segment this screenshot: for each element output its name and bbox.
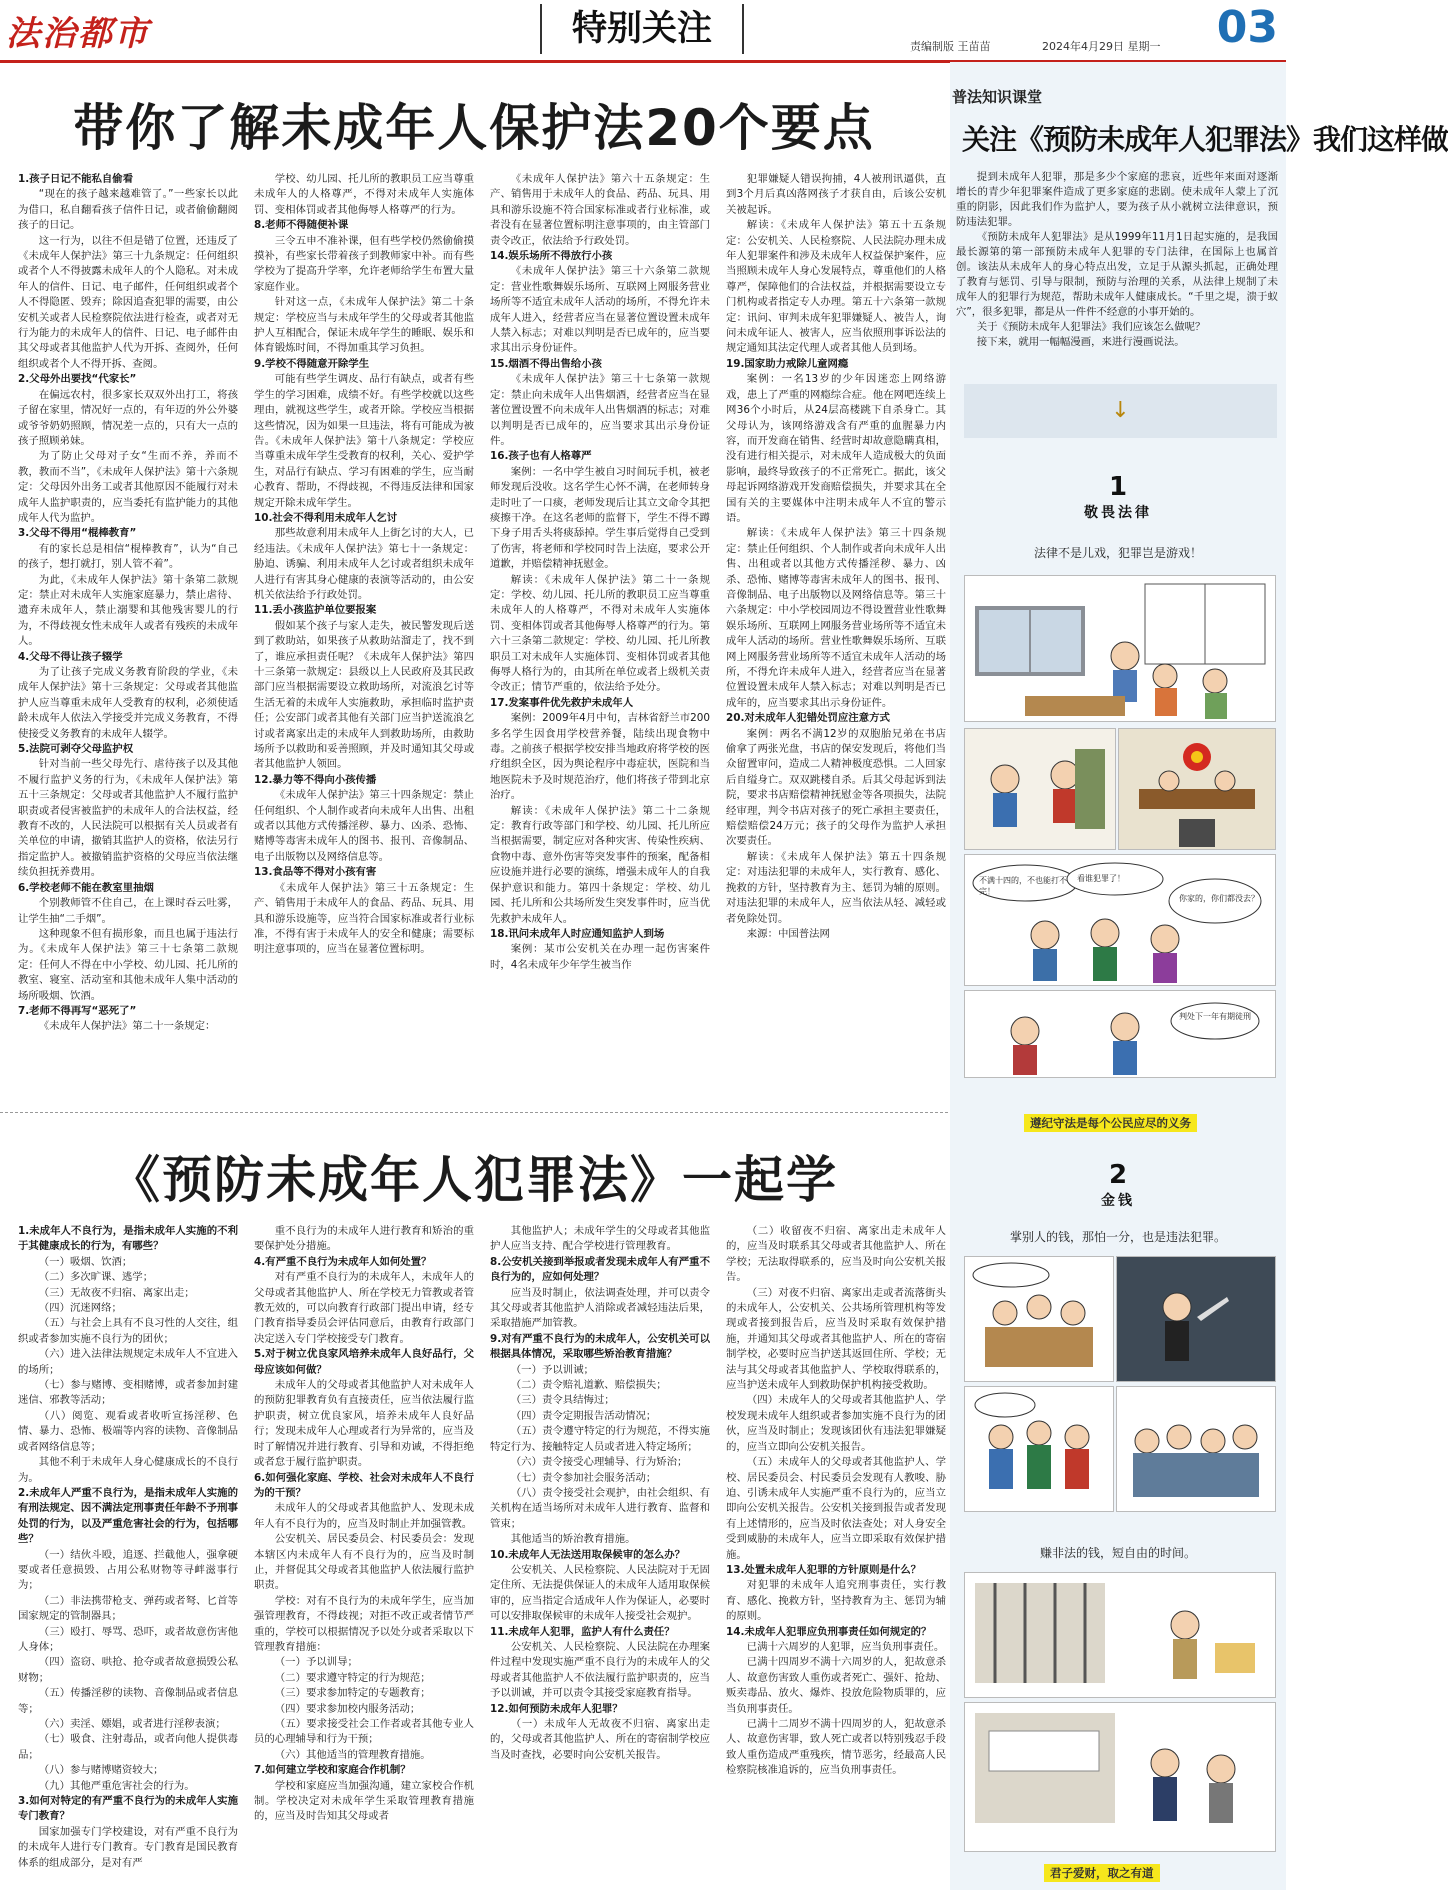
paragraph: （六）其他适当的管理教育措施。 xyxy=(274,1748,431,1761)
text-column xyxy=(18,1224,238,1886)
subheading: 9.学校不得随意开除学生 xyxy=(254,357,370,370)
subheading: 15.烟酒不得出售给小孩 xyxy=(490,357,602,370)
paragraph: （六）卖淫、嫖娼，或者进行淫秽表演； xyxy=(38,1718,226,1730)
paragraph: （五）责令遵守特定的行为规范，不得实施特定行为、接触特定人员或者进入特定场所； xyxy=(490,1425,710,1453)
paragraph: 针对当前一些父母先行、虐待孩子以及其他不履行监护义务的行为，《未成年人保护法》第五十三条规定：父母或者其他监护人不履行监护职责或者侵害被监护的未成年人的合法权益，经教育不改的，人民法院可以根据有关人员或者有关单位的申请，撤销其监护人的资格，依法另行指定监护人。被撤销监护资格的父母应当依法继续负担抚养费用。 xyxy=(18,758,238,879)
paragraph: （三）要求参加特定的专题教育； xyxy=(274,1687,431,1700)
paragraph: （二）责令赔礼道歉、赔偿损失； xyxy=(510,1379,667,1392)
comic-crowd-illustration xyxy=(1117,1387,1275,1511)
comic-prison-illustration xyxy=(965,1573,1275,1697)
subheading: 3.如何对特定的有严重不良行为的未成年人实施专门教育？ xyxy=(18,1795,238,1823)
paragraph: 《未成年人保护法》第三十六条第二款规定：营业性歌舞娱乐场所、互联网上网服务营业场所等不适宜未成年人活动的场所，不得允许未成年人进入，经营者应当在显著位置设置未成年人禁入标志；对难以判明是否已成年的，应当要求其出示身份证件。 xyxy=(490,265,710,355)
paragraph: （七）吸食、注射毒品，或者向他人提供毒品； xyxy=(18,1733,238,1761)
editor-credit: 责编制版 王苗苗 xyxy=(910,40,991,53)
paragraph: （三）殴打、辱骂、恐吓，或者故意伤害他人身体； xyxy=(18,1625,238,1653)
paragraph: 其他监护人；未成年学生的父母或者其他监护人应当支持、配合学校进行管理教育。 xyxy=(490,1225,710,1253)
subheading: 18.讯问未成年人时应通知监护人到场 xyxy=(490,927,665,940)
paragraph: 重不良行为的未成年人进行教育和矫治的重要保护处分措施。 xyxy=(254,1225,474,1253)
paragraph: 有的家长总是相信“棍棒教育”，认为“自己的孩子，想打就打，别人管不着”。 xyxy=(18,542,238,571)
paragraph: 未成年人的父母或者其他监护人对未成年人的预防犯罪教育负有直接责任，应当依法履行监护职责，树立优良家风，培养未成年人良好品行；发现未成年人心理或者行为异常的，应当及时了解情况并进行教育、引导和劝诫，不得拒绝或者怠于履行监护职责。 xyxy=(254,1379,474,1469)
paragraph: 在偏远农村，很多家长双双外出打工，将孩子留在家里，情况好一点的，有年迈的外公外婆或爷爷奶奶照顾，情况差一点的，只有大一点的孩子照顾弟妹。 xyxy=(18,388,238,447)
paragraph: （二）要求遵守特定的行为规范； xyxy=(274,1671,431,1684)
comic-bubble-1: 不满十四的，不也能打不完！ xyxy=(979,876,1067,896)
paragraph: （四）要求参加校内服务活动； xyxy=(274,1702,421,1715)
subheading: 19.国家助力戒除儿童网瘾 xyxy=(726,357,849,370)
paragraph: （五）传播淫秽的读物、音像制品或者信息等； xyxy=(18,1687,238,1715)
paragraph: 《未成年人保护法》第三十五条规定：生产、销售用于未成年人的食品、药品、玩具、用具和游乐设施等，应当符合国家标准或者行业标准，不得有害于未成年人的安全和健康；需要标明注意事项的，应当在显著位置标明。 xyxy=(254,881,474,956)
text-column xyxy=(254,1224,474,1886)
subheading: 3.父母不得用“棍棒教育” xyxy=(18,527,137,540)
paragraph: （八）责令接受社会观护，由社会组织、有关机构在适当场所对未成年人进行教育、监督和管束； xyxy=(490,1486,710,1530)
paragraph: 那些故意利用未成年人上街乞讨的大人，已经违法。《未成年人保护法》第七十一条规定：胁迫、诱骗、利用未成年人乞讨或者组织未成年人进行有害其身心健康的表演等活动的，由公安机关依法给予行政处罚。 xyxy=(254,527,474,601)
paragraph: 未成年人的父母或者其他监护人、发现未成年人有不良行为的，应当及时制止并加强管教。 xyxy=(254,1502,474,1530)
subheading: 12.如何预防未成年人犯罪？ xyxy=(490,1702,623,1715)
paragraph: 《未成年人保护法》第二十一条规定： xyxy=(38,1020,216,1033)
paragraph: 这种现象不但有损形象，而且也属于违法行为。《未成年人保护法》第三十七条第二款规定：任何人不得在中小学校、幼儿园、托儿所的教室、寝室、活动室和其他未成年人集中活动的场所吸烟、饮酒。 xyxy=(18,927,238,1002)
sidebar-intro xyxy=(956,170,1278,350)
text-column xyxy=(490,172,710,1082)
paragraph: 《未成年人保护法》第三十七条第一款规定：禁止向未成年人出售烟酒，经营者应当在显著位置设置不向未成年人出售烟酒的标志；对难以判明是否已成年的，应当要求其出示身份证件。 xyxy=(490,373,710,447)
paragraph: （一）予以训导； xyxy=(274,1656,358,1669)
paragraph: 《未成年人保护法》第六十五条规定：生产、销售用于未成年人的食品、药品、玩具、用具和游乐设施不符合国家标准或者行业标准，或者没有在显著位置标明注意事项的，由主管部门责令改正，依法给予行政处罚。 xyxy=(490,173,710,247)
subheading: 12.暴力等不得向小孩传播 xyxy=(254,773,377,786)
comic-panel-courtroom xyxy=(1118,728,1276,850)
arrow-box xyxy=(964,384,1277,438)
paragraph: （二）多次旷课、逃学； xyxy=(38,1271,154,1284)
paragraph: 公安机关、人民检察院、人民法院在办理案件过程中发现实施严重不良行为的未成年人的父母或者其他监护人不依法履行监护职责的，应当予以训诫，并可以责令其接受家庭教育指导。 xyxy=(490,1640,710,1700)
section2-caption-2: 赚非法的钱，短自由的时间。 xyxy=(1039,1546,1196,1560)
subheading: 14.娱乐场所不得放行小孩 xyxy=(490,250,613,263)
paragraph: （四）沉迷网络； xyxy=(38,1302,122,1315)
comic-panel-prison xyxy=(964,1572,1276,1698)
comic-panel-youths xyxy=(964,854,1276,986)
paragraph: 学校、幼儿园、托儿所的教职员工应当尊重未成年人的人格尊严，不得对未成年人实施体罚、变相体罚或者其他侮辱人格尊严的行为。 xyxy=(254,173,474,216)
comic-panel-dinner xyxy=(964,1256,1114,1382)
paragraph: （一）结伙斗殴，追逐、拦截他人，强拿硬要或者任意损毁、占用公私财物等寻衅滋事行为； xyxy=(18,1548,238,1592)
subheading: 17.发案事件优先救护未成年人 xyxy=(490,696,634,709)
paragraph: 对有严重不良行为的未成年人，未成年人的父母或者其他监护人、所在学校无力管教或者管教无效的，可以向教育行政部门提出申请，经专门教育指导委员会评估同意后，由教育行政部门决定送入专门学校接受专门教育。 xyxy=(254,1271,474,1345)
subheading: 10.未成年人无法送用取保候审的怎么办？ xyxy=(490,1548,686,1561)
paragraph: 《未成年人保护法》第三十四条规定：禁止任何组织、个人制作或者向未成年人出售、出租或者以其他方式传播淫秽、暴力、凶杀、恐怖、赌博等毒害未成年人的图书、报刊、音像制品、电子出版物以及网络信息等。 xyxy=(254,789,474,863)
section2-slogan: 君子爱财，取之有道 xyxy=(1044,1864,1160,1882)
subheading: 6.如何强化家庭、学校、社会对未成年人不良行为的干预？ xyxy=(254,1471,474,1499)
paragraph: 解读：《未成年人保护法》第二十二条规定：教育行政等部门和学校、幼儿园、托儿所应当根据需要，制定应对各种灾害、传染性疾病、食物中毒、意外伤害等突发事件的预案，配备相应设施并进行必要的演练，增强未成年人的自我保护意识和能力。第四十条规定：学校、幼儿园、托儿所和公共场所发生突发事件时，应当优先救护未成年人。 xyxy=(490,804,710,925)
comic-fight-illustration xyxy=(965,729,1115,849)
paragraph: （四）责令定期报告活动情况； xyxy=(510,1409,657,1422)
comic-panel-knife xyxy=(1116,1256,1276,1382)
comic-bubble-4: 判处下一年有期徒刑 xyxy=(1179,1012,1251,1021)
text-column xyxy=(726,1224,946,1886)
comic-bubble-2: 看谁犯罪了！ xyxy=(1077,874,1125,883)
text-column xyxy=(254,172,474,1082)
subheading: 6.学校老师不能在教室里抽烟 xyxy=(18,881,154,894)
issue-date: 2024年4月29日 星期一 xyxy=(1042,40,1161,53)
paragraph: （四）盗窃、哄抢、抢夺或者故意损毁公私财物； xyxy=(18,1656,238,1684)
paragraph: （七）参与赌博、变相赌博，或者参加封建迷信、邪教等活动； xyxy=(18,1379,238,1407)
paragraph: （八）参与赌博赌资较大； xyxy=(38,1764,164,1777)
comic-arrest-illustration xyxy=(965,1703,1275,1851)
paragraph: 解读：《未成年人保护法》第三十四条规定：禁止任何组织、个人制作或者向未成年人出售、出租或者以其他方式传播淫秽、暴力、凶杀、恐怖、赌博等毒害未成年人的图书、报刊、音像制品、电子出版物以及网络信息等。第三十六条规定：中小学校园周边不得设置营业性歌舞娱乐场所、互联网上网服务营业场所等不适宜未成年人活动的场所。营业性歌舞娱乐场所、互联网上网服务营业场所等不适宜未成年人活动的场所，不得允许未成年人进入，经营者应当在显著位置设置未成年人禁入标志；对难以判明是否已成年的，应当要求其出示身份证件。 xyxy=(726,527,946,709)
paragraph: 其他不利于未成年人身心健康成长的不良行为。 xyxy=(18,1456,238,1484)
section1-number: 1 xyxy=(1108,472,1128,502)
paragraph: 学校和家庭应当加强沟通，建立家校合作机制。学校决定对未成年学生采取管理教育措施的，应当及时告知其父母或者 xyxy=(254,1779,474,1823)
comic-knife-illustration xyxy=(1117,1257,1275,1381)
paragraph: （三）责令具结悔过； xyxy=(510,1394,615,1407)
comic-panel-classroom xyxy=(964,575,1276,722)
paragraph: （一）吸烟、饮酒； xyxy=(38,1255,133,1268)
paragraph: 其他适当的矫治教育措施。 xyxy=(510,1533,636,1546)
section1-caption: 法律不是儿戏，犯罪岂是游戏！ xyxy=(1033,546,1202,560)
comic-group-illustration xyxy=(965,1387,1113,1511)
down-arrow-icon: ↓ xyxy=(1111,398,1130,423)
paragraph: 个别教师管不住自己，在上课时吞云吐雾，让学生抽“二手烟”。 xyxy=(18,897,238,925)
comic-classroom-illustration xyxy=(965,576,1275,721)
paragraph: （四）未成年人的父母或者其他监护人、学校发现未成年人组织或者参加实施不良行为的团伙，应当及时制止；发现该团伙有违法犯罪嫌疑的，应当立即向公安机关报告。 xyxy=(726,1394,946,1453)
paragraph: （八）阅览、观看或者收听宣扬淫秽、色情、暴力、恐怖、极端等内容的读物、音像制品或者网络信息等； xyxy=(18,1409,238,1453)
paragraph: （二）收留夜不归宿、离家出走未成年人的，应当及时联系其父母或者其他监护人、所在学校；无法取得联系的，应当及时向公安机关报告。 xyxy=(726,1225,946,1284)
paragraph: （九）其他严重危害社会的行为。 xyxy=(38,1779,195,1792)
subheading: 13.处置未成年人犯罪的方针原则是什么？ xyxy=(726,1563,922,1576)
article1-body xyxy=(18,172,946,1082)
paragraph: 已满十二周岁不满十四周岁的人，犯故意杀人、故意伤害罪，致人死亡或者以特别残忍手段致人重伤造成严重残疾，情节恶劣，经最高人民检察院核准追诉的，应当负刑事责任。 xyxy=(726,1718,946,1777)
paragraph: （一）未成年人无故夜不归宿、离家出走的，父母或者其他监护人、所在的寄宿制学校应当及时查找，必要时向公安机关报告。 xyxy=(490,1718,710,1761)
masthead xyxy=(0,0,1286,63)
paragraph: 解读：《未成年人保护法》第五十五条规定：公安机关、人民检察院、人民法院办理未成年人犯罪案件和涉及未成年人权益保护案件，应当照顾未成年人身心发展特点，尊重他们的人格尊严，保障他们的合法权益，并根据需要设立专门机构或者指定专人办理。第五十六条第一款规定：讯问、审判未成年犯罪嫌疑人、被告人，询问未成年证人、被害人，应当依照刑事诉讼法的规定通知其法定代理人或者其他人员到场。 xyxy=(726,219,946,355)
comic-panel-scene xyxy=(964,990,1276,1078)
subheading: 2.父母外出要找“代家长” xyxy=(18,373,137,386)
paragraph: 来源：中国普法网 xyxy=(746,927,830,940)
paragraph: 案例：某市公安机关在办理一起伤害案件时，4名未成年少年学生被当作 xyxy=(490,943,710,971)
subheading: 11.未成年人犯罪，监护人有什么责任？ xyxy=(490,1625,675,1638)
paragraph: 已满十四周岁不满十六周岁的人，犯故意杀人、故意伤害致人重伤或者死亡、强奸、抢劫、贩卖毒品、放火、爆炸、投放危险物质罪的，应当负刑事责任。 xyxy=(726,1656,946,1715)
article1-headline: 带你了解未成年人保护法20个要点 xyxy=(73,99,875,157)
paragraph: 已满十六周岁的人犯罪，应当负刑事责任。 xyxy=(746,1640,945,1653)
paragraph: （五）未成年人的父母或者其他监护人、学校、居民委员会、村民委员会发现有人教唆、胁迫、引诱未成年人实施严重不良行为的，应当立即向公安机关报告。公安机关接到报告或者发现有上述情形的，应当及时依法查处；对人身安全受到威胁的未成年人，应当立即采取有效保护措施。 xyxy=(726,1456,946,1561)
subheading: 2.未成年人严重不良行为，是指未成年人实施的有刑法规定、因不满法定刑事责任年龄不予刑事处罚的行为，以及严重危害社会的行为，包括哪些？ xyxy=(18,1486,238,1546)
newspaper-brand-logo: 法治都市 xyxy=(6,14,150,54)
paragraph: 案例：一名13岁的少年因迷恋上网络游戏，患上了严重的网瘾综合症。他在网吧连续上网36个小时后，从24层高楼跳下自杀身亡。其父母认为，该网络游戏含有严重的血腥暴力内容，而开发商在销售、经营时却故意隐瞒真相，没有进行相关提示，对未成年人造成极大的负面影响，最终导致孩子的不正常死亡。据此，该父母起诉网络游戏开发商赔偿损失，并要求其在全国有关的主要媒体中注明未成年人不宜的警示语。 xyxy=(726,373,946,524)
comic-panel-group xyxy=(964,1386,1114,1512)
section1-slogan: 遵纪守法是每个公民应尽的义务 xyxy=(1024,1114,1197,1132)
subheading: 7.老师不得再写“恶死了” xyxy=(18,1004,137,1017)
paragraph: （六）责令接受心理辅导、行为矫治； xyxy=(510,1456,688,1469)
section2-label: 金钱 xyxy=(1101,1193,1135,1209)
paragraph: 为了防止父母对子女“生而不养，养而不教，教而不当”，《未成年人保护法》第十六条规定：父母因外出务工或者其他原因不能履行对未成年人监护职责的，应当委托有监护能力的其他成年人代为监护。 xyxy=(18,450,238,524)
article-divider xyxy=(0,1112,948,1113)
paragraph: 公安机关、人民检察院、人民法院对于无固定住所、无法提供保证人的未成年人适用取保候审的，应当指定合适成年人作为保证人，必要时可以安排取保候审的未成年人接受社会观护。 xyxy=(490,1563,710,1623)
text-column xyxy=(726,172,946,1082)
comic-panel-crowd xyxy=(1116,1386,1276,1512)
subheading: 10.社会不得利用未成年人乞讨 xyxy=(254,511,398,524)
subheading: 9.对有严重不良行为的未成年人，公安机关可以根据具体情况，采取哪些矫治教育措施？ xyxy=(490,1332,710,1361)
subheading: 5.对于树立优良家风培养未成年人良好品行，父母应该如何做？ xyxy=(254,1348,474,1376)
sidebar-paragraph: 关于《预防未成年人犯罪法》我们应该怎么做呢？ xyxy=(976,321,1206,333)
article2-body xyxy=(18,1224,946,1886)
sidebar-paragraph: 接下来，就用一幅幅漫画，来进行漫画说法。 xyxy=(976,336,1185,348)
paragraph: 案例：两名不满12岁的双胞胎兄弟在书店偷拿了两张光盘，书店的保安发现后，将他们当众留置审问，造成二人精神极度恐惧。二人回家后自缢身亡。双双跳楼自杀。后其父母起诉到法院，要求书店赔偿精神抚慰金等各项损失，法院经审理，判令书店对孩子的死亡承担主要责任，赔偿赔偿24万元；孩子的父母作为监护人承担次要责任。 xyxy=(726,727,946,848)
paragraph: （三）无故夜不归宿、离家出走； xyxy=(38,1286,195,1299)
paragraph: 国家加强专门学校建设，对有严重不良行为的未成年人进行专门教育。专门教育是国民教育体系的组成部分，是对有严 xyxy=(18,1825,238,1869)
section1-label: 敬畏法律 xyxy=(1084,505,1152,521)
paragraph: 三令五申不准补课，但有些学校仍然偷偷摸摸补，有些家长带着孩子到教师家中补。而有些学校为了提高升学率，允许老师给学生布置大量家庭作业。 xyxy=(254,234,474,293)
comic-bubble-3: 你家的，你们都没去？ xyxy=(1179,894,1259,903)
paragraph: （二）非法携带枪支、弹药或者弩、匕首等国家规定的管制器具； xyxy=(18,1594,238,1623)
paragraph: 这一行为，以往不但是错了位置，还违反了《未成年人保护法》第三十九条规定：任何组织或者个人不得披露未成年人的个人隐私。对未成年人的信件、日记、电子邮件，任何组织或者个人不得隐匿、毁弃；除因追查犯罪的需要，由公安机关或者人民检察院依法进行检查，或者对无行为能力的未成年人的信件、日记、电子邮件由其父母或者其他监护人代为开拆、查阅外，任何组织或者个人不得开拆、查阅。 xyxy=(18,234,238,370)
comic-court-illustration xyxy=(1119,729,1275,849)
text-column xyxy=(18,172,238,1082)
paragraph: 可能有些学生调皮、品行有缺点，或者有些学生的学习困难，成绩不好。有些学校就以这些理由，就视这些学生，或者开除。学校应当根据这些情况，因为如果一旦违法，将有可能成为被告。《未成年人保护法》第十八条规定：学校应当尊重未成年学生受教育的权利，关心、爱护学生，对品行有缺点、学习有困难的学生，应当耐心教育、帮助，不得歧视，不得违反法律和国家规定开除未成年学生。 xyxy=(254,373,474,509)
paragraph: 解读：《未成年人保护法》第五十四条规定：对违法犯罪的未成年人，实行教育、感化、挽救的方针，坚持教育为主、惩罚为辅的原则。对违法犯罪的未成年人，应当依法从轻、减轻或者免除处罚。 xyxy=(726,850,946,925)
paragraph: 针对这一点，《未成年人保护法》第二十条规定：学校应当与未成年学生的父母或者其他监护人互相配合，保证未成年学生的睡眠、娱乐和体育锻炼时间，不得加重其学习负担。 xyxy=(254,296,474,355)
subheading: 20.对未成年人犯错处罚应注意方式 xyxy=(726,712,890,725)
subheading: 4.父母不得让孩子辍学 xyxy=(18,650,123,663)
section-title: 特别关注 xyxy=(540,4,744,54)
sidebar-paragraph: 提到未成年人犯罪，那是多少个家庭的悲哀，近些年来面对逐渐增长的青少年犯罪案件造成了更多家庭的悲剧。使未成年人蒙上了沉重的阴影，因此我们作为监护人，要为孩子从小就树立法律意识，预防违法犯罪。 xyxy=(956,171,1278,228)
paragraph: 公安机关、居民委员会、村民委员会：发现本辖区内未成年人有不良行为的，应当及时制止，并督促其父母或者其他监护人依法履行监护职责。 xyxy=(254,1533,474,1592)
paragraph: 对犯罪的未成年人追究刑事责任，实行教育、感化、挽救方针，坚持教育为主、惩罚为辅的原则。 xyxy=(726,1579,946,1623)
paragraph: （六）进入法律法规规定未成年人不宜进入的场所； xyxy=(18,1348,238,1376)
comic-dinner-illustration xyxy=(965,1257,1113,1381)
comic-panel-arrest xyxy=(964,1702,1276,1852)
paragraph: 假如某个孩子与家人走失，被民警发现后送到了救助站，如果孩子从救助站溜走了，找不到了，谁应承担责任呢？《未成年人保护法》第四十三条第一款规定：县级以上人民政府及其民政部门应当根据需要设立救助场所，对流浪乞讨等生活无着的未成年人实施救助，承担临时监护责任；公安部门或者其他有关部门应当护送流浪乞讨或者离家出走的未成年人到救助场所，由救助场所予以救助和妥善照顾，并及时通知其父母或者其他监护人领回。 xyxy=(254,619,474,771)
paragraph: 为了让孩子完成义务教育阶段的学业，《未成年人保护法》第十三条规定：父母或者其他监护人应当尊重未成年人受教育的权利，必须使适龄未成年人依法入学接受并完成义务教育，不得使接受义务教育的未成年人辍学。 xyxy=(18,666,238,740)
subheading: 11.丢小孩监护单位要报案 xyxy=(254,604,377,617)
paragraph: 案例：2009年4月中旬，吉林省舒兰市200多名学生因食用学校营养餐，陆续出现食物中毒。之前孩子根据学校安排当地政府将学校的医疗组织全区，因为舆论程序中毒症状，医院和当地医院未予及时规范治疗，他们将孩子带到北京治疗。 xyxy=(490,712,710,802)
paragraph: 解读：《未成年人保护法》第二十一条规定：学校、幼儿园、托儿所的教职员工应当尊重未成年人的人格尊严，不得对未成年人实施体罚、变相体罚或者其他侮辱人格尊严的行为。第六十三条第二款规定：学校、幼儿园、托儿所教职员工对未成年人实施体罚、变相体罚或者其他侮辱人格行为的，由其所在单位或者上级机关责令改正；情节严重的，依法给予处分。 xyxy=(490,573,710,694)
subheading: 1.孩子日记不能私自偷看 xyxy=(18,173,134,185)
subheading: 7.如何建立学校和家庭合作机制？ xyxy=(254,1764,411,1777)
subheading: 5.法院可剥夺父母监护权 xyxy=(18,743,134,756)
subheading: 8.老师不得随便补课 xyxy=(254,219,349,232)
paragraph: “现在的孩子越来越难管了。”一些家长以此为借口，私自翻看孩子信件日记，或者偷偷翻阅孩子的日记。 xyxy=(18,188,238,232)
subheading: 8.公安机关接到举报或者发现未成年人有严重不良行为的，应如何处理？ xyxy=(490,1255,710,1284)
paragraph: （三）对夜不归宿、离家出走或者流落街头的未成年人，公安机关、公共场所管理机构等发现或者接到报告后，应当及时采取有效保护措施，并通知其父母或者其他监护人、所在的寄宿制学校，必要时应当护送其返回住所、学校；无法与其父母或者其他监护人、学校取得联系的，应当护送未成年人到救助保护机构接受救助。 xyxy=(726,1286,946,1392)
paragraph: 案例：一名中学生被自习时间玩手机，被老师发现后没收。这名学生心怀不满，在老师转身走时吐了一口痰，老师发现后让其立文命令其把痰擦干净。在这名老师的监督下，学生不得不蹲下身子用舌头将痰舔掉。学生事后觉得自己受到了伤害，将老师和学校同时告上法庭，要求公开道歉，并赔偿精神抚慰金。 xyxy=(490,465,710,571)
sidebar-tag: 普法知识课堂 xyxy=(952,88,1043,106)
paragraph: 应当及时制止，依法调查处理，并可以责令其父母或者其他监护人消除或者减轻违法后果，采取措施严加管教。 xyxy=(490,1286,710,1330)
sidebar-title: 关注《预防未成年人犯罪法》我们这样做 xyxy=(962,123,1448,156)
section2-caption: 掌别人的钱，那怕一分，也是违法犯罪。 xyxy=(1009,1230,1226,1244)
paragraph: （五）与社会上具有不良习性的人交往，组织或者参加实施不良行为的团伙； xyxy=(18,1317,238,1345)
paragraph: 为此，《未成年人保护法》第十条第二款规定：禁止对未成年人实施家庭暴力，禁止虐待、遗弃未成年人，禁止溺婴和其他残害婴儿的行为，不得歧视女性未成年人或者有残疾的未成年人。 xyxy=(18,573,238,648)
text-column xyxy=(490,1224,710,1886)
comic-panel-street-fight xyxy=(964,728,1116,850)
paragraph: （七）责令参加社会服务活动； xyxy=(510,1471,657,1484)
section2-number: 2 xyxy=(1108,1160,1128,1190)
sidebar-paragraph: 《预防未成年人犯罪法》是从1999年11月1日起实施的，是我国最长源第的第一部预防未成年人犯罪的专门法律，在国际上也属首创。该法从未成年人的身心特点出发，立足于从源头抓起，正确处理了教育与惩罚、引导与限制，预防与治理的关系，从法律上规制了未成年人的犯罪行为规范，帮助未成年人健康成长。“千里之堤，溃于蚁穴”，很多犯罪，都是从一件件不经意的小事开始的。 xyxy=(956,231,1278,318)
subheading: 13.食品等不得对小孩有害 xyxy=(254,866,377,879)
article2-headline: 《预防未成年人犯罪法》一起学 xyxy=(110,1151,838,1209)
paragraph: 学校：对有不良行为的未成年学生，应当加强管理教育，不得歧视；对拒不改正或者情节严重的，学校可以根据情况予以处分或者采取以下管理教育措施： xyxy=(254,1594,474,1653)
comic-scene-illustration xyxy=(965,991,1275,1077)
subheading: 16.孩子也有人格尊严 xyxy=(490,450,592,463)
subheading: 14.未成年人犯罪应负刑事责任如何规定的？ xyxy=(726,1625,932,1638)
subheading: 1.未成年人不良行为，是指未成年人实施的不利于其健康成长的行为，有哪些？ xyxy=(18,1225,238,1253)
paragraph: （五）要求接受社会工作者或者其他专业人员的心理辅导和行为干预； xyxy=(254,1718,474,1746)
paragraph: （一）予以训诫； xyxy=(510,1363,594,1376)
subheading: 4.有严重不良行为未成年人如何处置？ xyxy=(254,1255,432,1268)
paragraph: 犯罪嫌疑人错误拘捕，4人被刑讯逼供，直到3个月后真凶落网孩子才获自由，后该公安机关被起诉。 xyxy=(726,173,946,216)
page-number: 03 xyxy=(1216,2,1278,53)
